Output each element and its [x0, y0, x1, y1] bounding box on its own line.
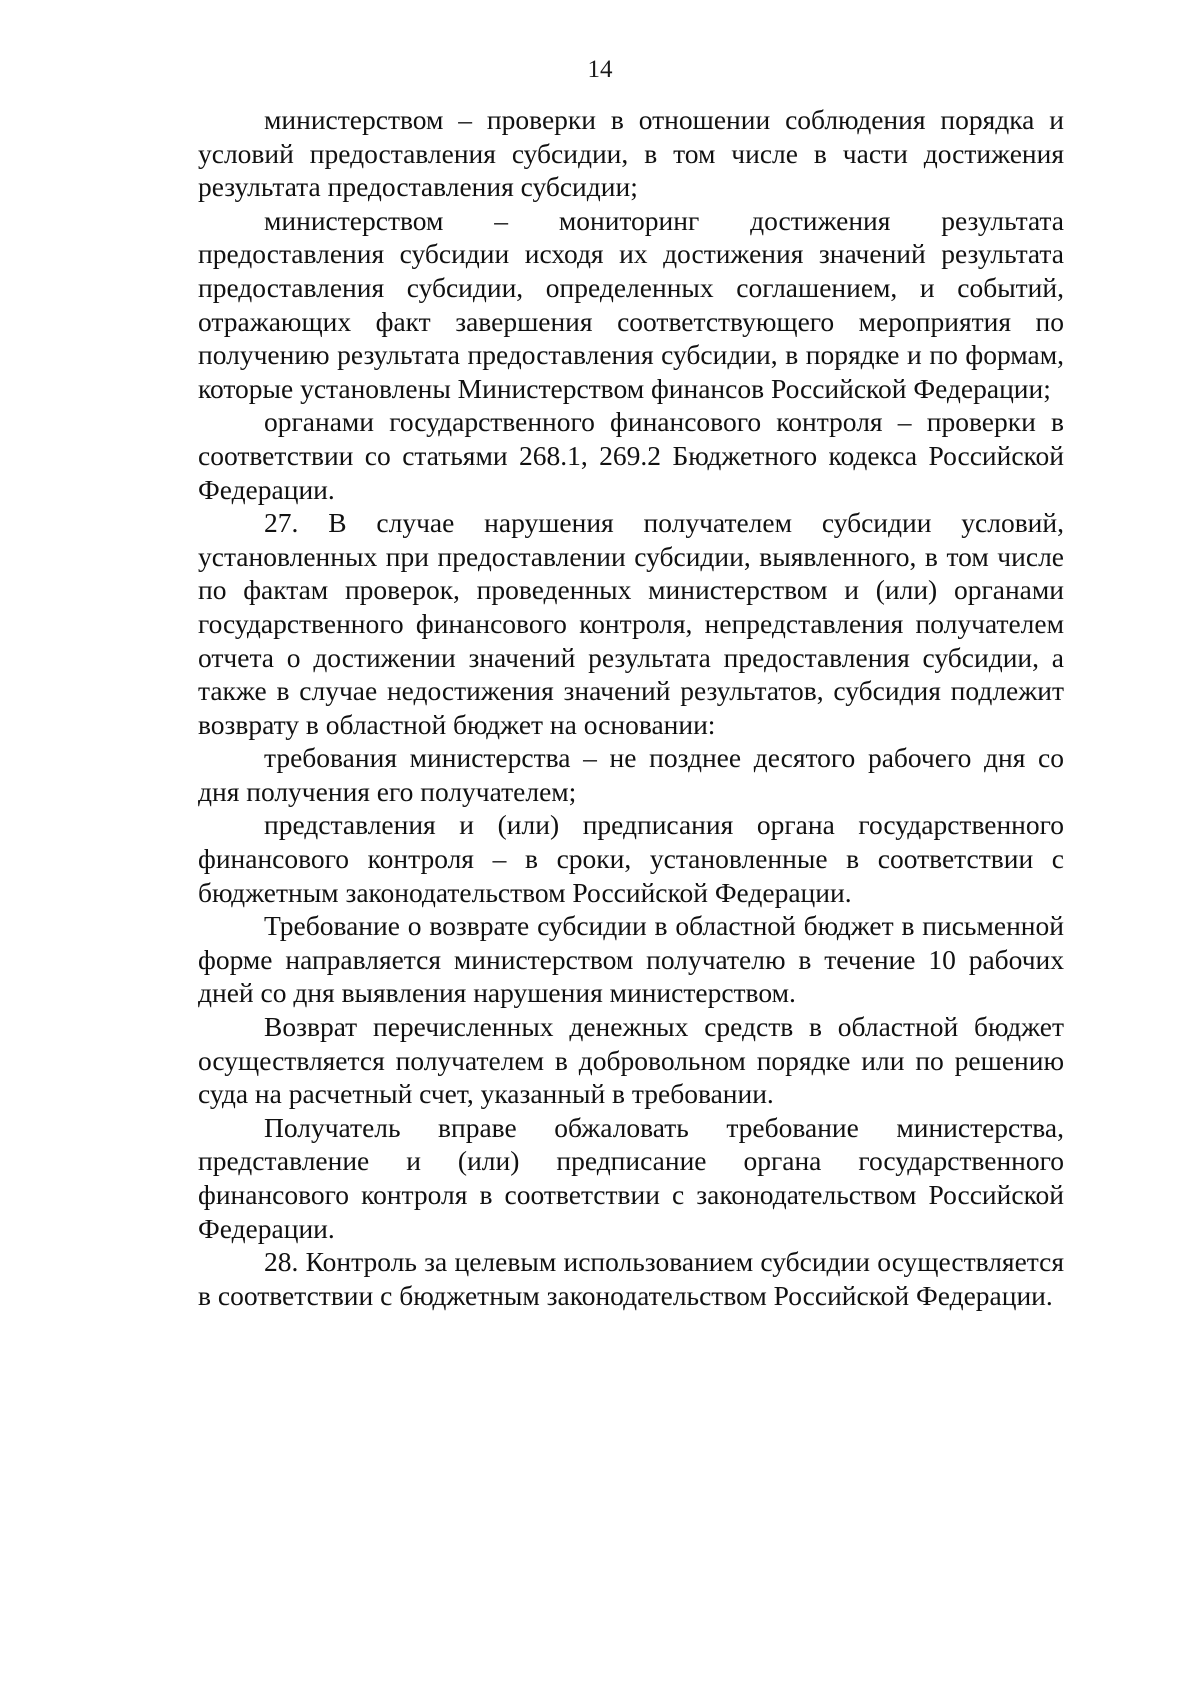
page-number: 14	[587, 56, 613, 83]
paragraph-funds-return: Возврат перечисленных денежных средств в областной бюджет осуществляется получателем в добровольном порядке или по решению суда на расчетный счет, указанный в требовании.	[198, 1011, 1064, 1110]
paragraph-ministry-inspections: министерством – проверки в отношении соблюдения порядка и условий предоставления субсидии, в том числе в части достижения результата предоставления субсидии;	[198, 104, 1064, 203]
document-body	[198, 103, 1064, 1312]
paragraph-ministry-requirement: требования министерства – не позднее десятого рабочего дня со дня получения его получателем;	[198, 742, 1064, 807]
paragraph-appeal-right: Получатель вправе обжаловать требование министерства, представление и (или) предписание органа государственного финансового контроля в соответствии с законодательством Российской Федерации.	[198, 1111, 1064, 1244]
paragraph-financial-control-inspections: органами государственного финансового контроля – проверки в соответствии со статьями 268.1, 269.2 Бюджетного кодекса Российской Федерации.	[198, 406, 1064, 505]
paragraph-clause-27: 27. В случае нарушения получателем субсидии условий, установленных при предоставлении субсидии, выявленного, в том числе по фактам проверок, проведенных министерством и (или) органами государственного финансового контроля, непредставления получателем отчета о достижении значений результата предоставления субсидии, а также в случае недостижения значений результатов, субсидия подлежит возврату в областной бюджет на основании:	[198, 507, 1064, 740]
paragraph-control-order: представления и (или) предписания органа государственного финансового контроля – в сроки, установленные в соответствии с бюджетным законодательством Российской Федерации.	[198, 809, 1064, 908]
paragraph-clause-28: 28. Контроль за целевым использованием субсидии осуществляется в соответствии с бюджетным законодательством Российской Федерации.	[198, 1246, 1064, 1311]
paragraph-return-requirement: Требование о возврате субсидии в областной бюджет в письменной форме направляется министерством получателю в течение 10 рабочих дней со дня выявления нарушения министерством.	[198, 910, 1064, 1009]
paragraph-ministry-monitoring: министерством – мониторинг достижения результата предоставления субсидии исходя их достижения значений результата предоставления субсидии, определенных соглашением, и событий, отражающих факт завершения соответствующего мероприятия по получению результата предоставления субсидии, в порядке и по формам, которые установлены Министерством финансов Российской Федерации;	[198, 204, 1064, 404]
